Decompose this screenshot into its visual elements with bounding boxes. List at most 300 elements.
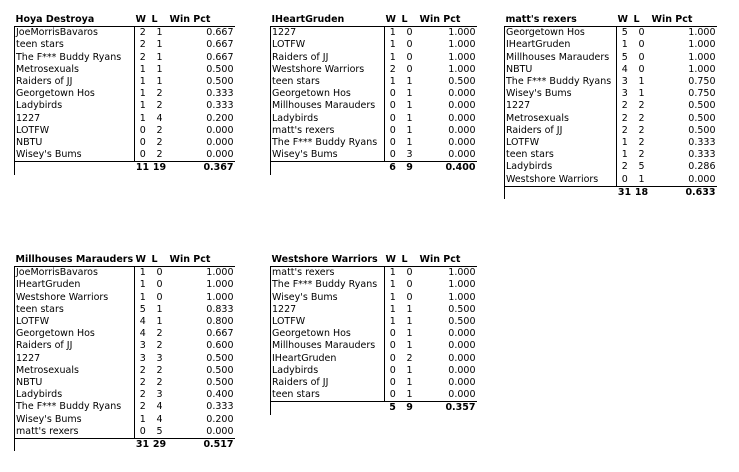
opponent-name: JoeMorrisBavaros	[15, 27, 135, 40]
table-row	[15, 76, 235, 88]
losses-value: 2	[156, 377, 163, 389]
total-losses: 19	[151, 162, 169, 175]
table-row	[271, 39, 477, 51]
table-row	[15, 426, 235, 439]
win-pct-value: 0.000	[206, 124, 234, 136]
opponent-name: Ladybirds	[505, 161, 617, 173]
opponent-name: The F*** Buddy Ryans	[15, 52, 135, 64]
opponent-name: teen stars	[505, 149, 617, 161]
total-wins: 11	[135, 162, 150, 174]
wins-value: 2	[139, 39, 146, 51]
wins-value: 1	[139, 112, 146, 124]
wins-value: 0	[389, 137, 396, 149]
losses-value: 2	[156, 137, 163, 149]
losses-value: 1	[406, 112, 413, 124]
wins-value: 0	[389, 100, 396, 112]
opponent-name: NBTU	[15, 137, 135, 149]
opponent-name: 1227	[505, 100, 617, 112]
wins-value: 2	[389, 63, 396, 75]
opponent-name: JoeMorrisBavaros	[15, 267, 135, 280]
losses-value: 2	[156, 124, 163, 136]
total-losses: 9	[401, 402, 419, 415]
wins-value: 2	[139, 27, 146, 39]
opponent-name: Georgetown Hos	[271, 328, 385, 340]
losses-value: 2	[156, 100, 163, 112]
wins-value: 1	[389, 27, 396, 39]
opponent-name: Ladybirds	[15, 100, 135, 112]
losses-value: 0	[156, 267, 163, 279]
opponent-name: IHeartGruden	[271, 353, 385, 365]
losses-value: 1	[638, 88, 645, 100]
wins-value: 1	[621, 137, 628, 149]
table-row	[271, 328, 477, 340]
wins-value: 2	[139, 51, 146, 63]
wins-value: 0	[389, 340, 396, 352]
table-row	[15, 39, 235, 51]
total-wins: 6	[385, 162, 401, 175]
opponent-name: The F*** Buddy Ryans	[271, 137, 385, 149]
opponent-name: Raiders of JJ	[271, 377, 385, 389]
wins-value: 5	[621, 51, 628, 63]
table-row	[505, 88, 717, 100]
total-spacer	[271, 402, 385, 415]
win-pct-value: 1.000	[206, 267, 234, 279]
table-row	[15, 64, 235, 76]
win-pct-value: 0.500	[206, 63, 234, 75]
table-row	[505, 113, 717, 125]
opponent-name: matt's rexers	[271, 125, 385, 137]
opponent-name: Metrosexuals	[505, 113, 617, 125]
total-row	[505, 186, 717, 199]
wins-value: 0	[389, 112, 396, 124]
total-row	[15, 439, 235, 452]
win-pct-value: 1.000	[448, 27, 476, 39]
table-row	[505, 52, 717, 64]
losses-value: 1	[406, 328, 413, 340]
table-westshore-warriors	[270, 254, 477, 415]
table-row	[271, 389, 477, 402]
losses-value: 0	[638, 27, 645, 39]
table-row	[505, 149, 717, 161]
losses-value: 0	[638, 51, 645, 63]
win-pct-value: 0.333	[206, 401, 234, 413]
total-spacer	[15, 162, 135, 175]
wins-value: 1	[139, 279, 146, 291]
win-pct-value: 1.000	[448, 39, 476, 51]
losses-value: 1	[156, 76, 163, 88]
opponent-name: The F*** Buddy Ryans	[15, 401, 135, 413]
table-row	[271, 137, 477, 149]
losses-value: 1	[406, 88, 413, 100]
win-pct-value: 0.500	[448, 303, 476, 315]
table-row	[505, 137, 717, 149]
win-pct-value: 0.667	[206, 39, 234, 51]
losses-value: 1	[406, 124, 413, 136]
table-row	[15, 279, 235, 291]
table-row	[271, 100, 477, 112]
losses-value: 1	[406, 303, 413, 315]
losses-value: 1	[638, 173, 645, 185]
win-pct-value: 1.000	[448, 63, 476, 75]
win-pct-header: Win Pct	[169, 254, 235, 267]
wins-value: 0	[389, 389, 396, 401]
table-row	[505, 174, 717, 187]
opponent-name: Millhouses Marauders	[271, 340, 385, 352]
win-pct-value: 0.000	[448, 112, 476, 124]
wins-value: 1	[139, 413, 146, 425]
opponent-name: Georgetown Hos	[15, 88, 135, 100]
wins-value: 0	[389, 352, 396, 364]
win-pct-value: 0.600	[206, 340, 234, 352]
losses-value: 2	[156, 328, 163, 340]
win-pct-value: 0.500	[206, 364, 234, 376]
win-pct-value: 1.000	[688, 63, 716, 75]
win-pct-value: 0.750	[688, 88, 716, 100]
table-row	[271, 340, 477, 352]
wins-value: 0	[621, 173, 628, 185]
losses-value: 2	[406, 352, 413, 364]
total-losses: 29	[151, 439, 169, 452]
total-win-pct: 0.633	[651, 186, 717, 199]
table-row	[15, 401, 235, 413]
total-losses: 9	[401, 162, 419, 175]
win-pct-value: 0.667	[206, 51, 234, 63]
opponent-name: Millhouses Marauders	[505, 52, 617, 64]
table-row	[271, 353, 477, 365]
table-row	[271, 125, 477, 137]
opponent-name: Ladybirds	[15, 389, 135, 401]
opponent-name: Georgetown Hos	[271, 88, 385, 100]
wins-value: 1	[621, 149, 628, 161]
win-pct-value: 0.000	[448, 328, 476, 340]
table-row	[15, 316, 235, 328]
table-row	[271, 27, 477, 40]
opponent-name: The F*** Buddy Ryans	[271, 279, 385, 291]
wins-header: W	[617, 14, 633, 27]
win-pct-value: 0.667	[206, 27, 234, 39]
table-row	[505, 27, 717, 40]
win-pct-value: 0.000	[448, 389, 476, 401]
losses-value: 2	[156, 149, 163, 161]
opponent-name: IHeartGruden	[15, 279, 135, 291]
win-pct-value: 0.333	[688, 149, 716, 161]
table-row	[15, 389, 235, 401]
losses-value: 0	[406, 267, 413, 279]
total-spacer	[15, 439, 135, 452]
losses-header: L	[633, 14, 651, 27]
wins-value: 4	[621, 63, 628, 75]
win-pct-value: 1.000	[206, 291, 234, 303]
losses-value: 0	[406, 51, 413, 63]
wins-header: W	[135, 14, 151, 27]
opponent-name: Westshore Warriors	[505, 174, 617, 187]
losses-value: 4	[156, 401, 163, 413]
losses-value: 0	[156, 279, 163, 291]
win-pct-value: 1.000	[448, 291, 476, 303]
opponent-name: Westshore Warriors	[271, 64, 385, 76]
opponent-name: Raiders of JJ	[15, 340, 135, 352]
wins-value: 1	[389, 291, 396, 303]
win-pct-value: 1.000	[448, 279, 476, 291]
table-row	[15, 100, 235, 112]
table-row	[505, 100, 717, 112]
wins-value: 1	[389, 279, 396, 291]
total-losses: 18	[633, 186, 651, 199]
table-millhouses-marauders	[14, 254, 235, 451]
opponent-name: 1227	[15, 113, 135, 125]
wins-value: 2	[139, 364, 146, 376]
opponent-name: teen stars	[271, 76, 385, 88]
opponent-name: Georgetown Hos	[15, 328, 135, 340]
wins-value: 2	[621, 100, 628, 112]
table-row	[271, 377, 477, 389]
table-row	[15, 149, 235, 162]
win-pct-value: 0.500	[448, 76, 476, 88]
table-matts-rexers	[504, 14, 717, 199]
table-row	[271, 64, 477, 76]
opponent-name: 1227	[271, 304, 385, 316]
losses-value: 0	[156, 291, 163, 303]
table-row	[15, 377, 235, 389]
losses-value: 3	[156, 389, 163, 401]
wins-value: 1	[389, 51, 396, 63]
win-pct-value: 1.000	[688, 39, 716, 51]
losses-value: 2	[156, 88, 163, 100]
win-pct-header: Win Pct	[419, 254, 477, 267]
win-pct-value: 0.200	[206, 413, 234, 425]
losses-value: 1	[406, 316, 413, 328]
win-pct-value: 0.000	[448, 124, 476, 136]
win-pct-value: 0.500	[688, 112, 716, 124]
losses-header: L	[401, 14, 419, 27]
total-wins: 31	[135, 439, 150, 451]
losses-value: 0	[406, 39, 413, 51]
losses-value: 5	[638, 161, 645, 173]
wins-value: 3	[621, 88, 628, 100]
opponent-name: 1227	[15, 353, 135, 365]
win-pct-value: 0.500	[688, 100, 716, 112]
wins-value: 0	[389, 88, 396, 100]
wins-header: W	[385, 14, 401, 27]
table-row	[15, 27, 235, 40]
wins-value: 3	[139, 340, 146, 352]
opponent-name: Metrosexuals	[15, 365, 135, 377]
opponent-name: LOTFW	[271, 316, 385, 328]
wins-value: 1	[139, 88, 146, 100]
win-pct-value: 0.000	[206, 149, 234, 161]
losses-value: 1	[156, 51, 163, 63]
table-row	[271, 304, 477, 316]
wins-value: 4	[139, 328, 146, 340]
wins-value: 1	[139, 63, 146, 75]
opponent-name: Ladybirds	[271, 113, 385, 125]
opponent-name: The F*** Buddy Ryans	[505, 76, 617, 88]
table-row	[15, 414, 235, 426]
losses-value: 2	[638, 124, 645, 136]
opponent-name: Wisey's Bums	[15, 149, 135, 162]
opponent-name: Georgetown Hos	[505, 27, 617, 40]
table-iheartgruden	[270, 14, 477, 175]
opponent-name: teen stars	[15, 304, 135, 316]
losses-header: L	[151, 14, 169, 27]
losses-header: L	[151, 254, 169, 267]
win-pct-value: 0.500	[448, 316, 476, 328]
table-row	[15, 137, 235, 149]
table-row	[271, 292, 477, 304]
win-pct-value: 1.000	[688, 27, 716, 39]
win-pct-value: 0.333	[206, 100, 234, 112]
opponent-name: Raiders of JJ	[15, 76, 135, 88]
team-name: IHeartGruden	[271, 14, 385, 27]
total-spacer	[505, 186, 617, 199]
wins-value: 0	[389, 328, 396, 340]
table-row	[505, 125, 717, 137]
win-pct-value: 0.667	[206, 328, 234, 340]
wins-value: 1	[139, 100, 146, 112]
win-pct-value: 0.333	[688, 137, 716, 149]
losses-value: 2	[638, 137, 645, 149]
win-pct-value: 0.833	[206, 303, 234, 315]
total-spacer	[271, 162, 385, 175]
wins-value: 2	[139, 389, 146, 401]
win-pct-value: 0.500	[206, 352, 234, 364]
opponent-name: Westshore Warriors	[15, 292, 135, 304]
win-pct-value: 1.000	[688, 51, 716, 63]
opponent-name: NBTU	[15, 377, 135, 389]
total-row	[271, 402, 477, 415]
losses-value: 3	[406, 149, 413, 161]
losses-value: 2	[156, 340, 163, 352]
wins-value: 3	[139, 352, 146, 364]
win-pct-value: 0.000	[448, 137, 476, 149]
opponent-name: LOTFW	[505, 137, 617, 149]
table-row	[271, 365, 477, 377]
wins-value: 1	[389, 267, 396, 279]
table-row	[505, 76, 717, 88]
wins-value: 1	[389, 76, 396, 88]
table-row	[271, 279, 477, 291]
header-row	[505, 14, 717, 27]
header-row	[271, 14, 477, 27]
table-row	[15, 113, 235, 125]
win-pct-value: 0.800	[206, 316, 234, 328]
table-row	[15, 292, 235, 304]
losses-value: 1	[406, 377, 413, 389]
opponent-name: matt's rexers	[271, 267, 385, 280]
losses-value: 0	[638, 39, 645, 51]
table-row	[15, 353, 235, 365]
losses-value: 1	[406, 389, 413, 401]
header-row	[15, 254, 235, 267]
win-pct-value: 0.000	[448, 100, 476, 112]
win-pct-value: 1.000	[448, 267, 476, 279]
table-row	[271, 52, 477, 64]
losses-value: 1	[156, 63, 163, 75]
total-wins: 31	[617, 186, 632, 198]
wins-value: 1	[621, 39, 628, 51]
table-row	[15, 328, 235, 340]
wins-value: 1	[389, 39, 396, 51]
table-row	[15, 304, 235, 316]
opponent-name: Wisey's Bums	[271, 292, 385, 304]
losses-value: 1	[156, 303, 163, 315]
losses-value: 2	[638, 100, 645, 112]
win-pct-value: 0.200	[206, 112, 234, 124]
total-win-pct: 0.517	[169, 439, 235, 452]
total-row	[271, 162, 477, 175]
wins-value: 5	[621, 27, 628, 39]
losses-value: 4	[156, 112, 163, 124]
win-pct-value: 0.000	[688, 173, 716, 185]
losses-value: 0	[406, 279, 413, 291]
opponent-name: Metrosexuals	[15, 64, 135, 76]
wins-value: 0	[389, 149, 396, 161]
losses-value: 1	[406, 137, 413, 149]
table-row	[271, 316, 477, 328]
table-row	[15, 88, 235, 100]
win-pct-value: 0.500	[206, 377, 234, 389]
losses-value: 0	[406, 27, 413, 39]
table-row	[15, 125, 235, 137]
team-name: Hoya Destroya	[15, 14, 135, 27]
table-row	[505, 64, 717, 76]
opponent-name: Raiders of JJ	[271, 52, 385, 64]
total-win-pct: 0.400	[419, 162, 477, 175]
wins-value: 2	[621, 124, 628, 136]
opponent-name: matt's rexers	[15, 426, 135, 439]
table-hoya-destroya	[14, 14, 235, 175]
wins-value: 0	[389, 124, 396, 136]
wins-value: 2	[621, 112, 628, 124]
losses-value: 2	[638, 149, 645, 161]
losses-value: 1	[406, 100, 413, 112]
wins-value: 0	[139, 149, 146, 161]
losses-value: 4	[156, 413, 163, 425]
win-pct-value: 0.000	[448, 149, 476, 161]
team-name: Westshore Warriors	[271, 254, 385, 267]
wins-value: 0	[139, 124, 146, 136]
losses-header: L	[401, 254, 419, 267]
opponent-name: Ladybirds	[271, 365, 385, 377]
win-pct-value: 0.333	[206, 88, 234, 100]
losses-value: 1	[406, 340, 413, 352]
total-win-pct: 0.367	[169, 162, 235, 175]
wins-value: 1	[139, 267, 146, 279]
opponent-name: LOTFW	[271, 39, 385, 51]
total-wins: 5	[385, 402, 401, 415]
opponent-name: IHeartGruden	[505, 39, 617, 51]
opponent-name: LOTFW	[15, 316, 135, 328]
wins-value: 0	[389, 377, 396, 389]
table-row	[271, 267, 477, 280]
opponent-name: Millhouses Marauders	[271, 100, 385, 112]
table-row	[271, 149, 477, 162]
win-pct-value: 0.500	[688, 124, 716, 136]
opponent-name: teen stars	[271, 389, 385, 402]
win-pct-value: 0.000	[448, 88, 476, 100]
losses-value: 2	[156, 364, 163, 376]
team-name: matt's rexers	[505, 14, 617, 27]
opponent-name: Wisey's Bums	[505, 88, 617, 100]
losses-value: 3	[156, 352, 163, 364]
total-win-pct: 0.357	[419, 402, 477, 415]
win-pct-value: 0.500	[206, 76, 234, 88]
win-pct-value: 0.750	[688, 76, 716, 88]
win-pct-header: Win Pct	[419, 14, 477, 27]
wins-value: 3	[621, 76, 628, 88]
table-row	[271, 88, 477, 100]
losses-value: 1	[156, 39, 163, 51]
